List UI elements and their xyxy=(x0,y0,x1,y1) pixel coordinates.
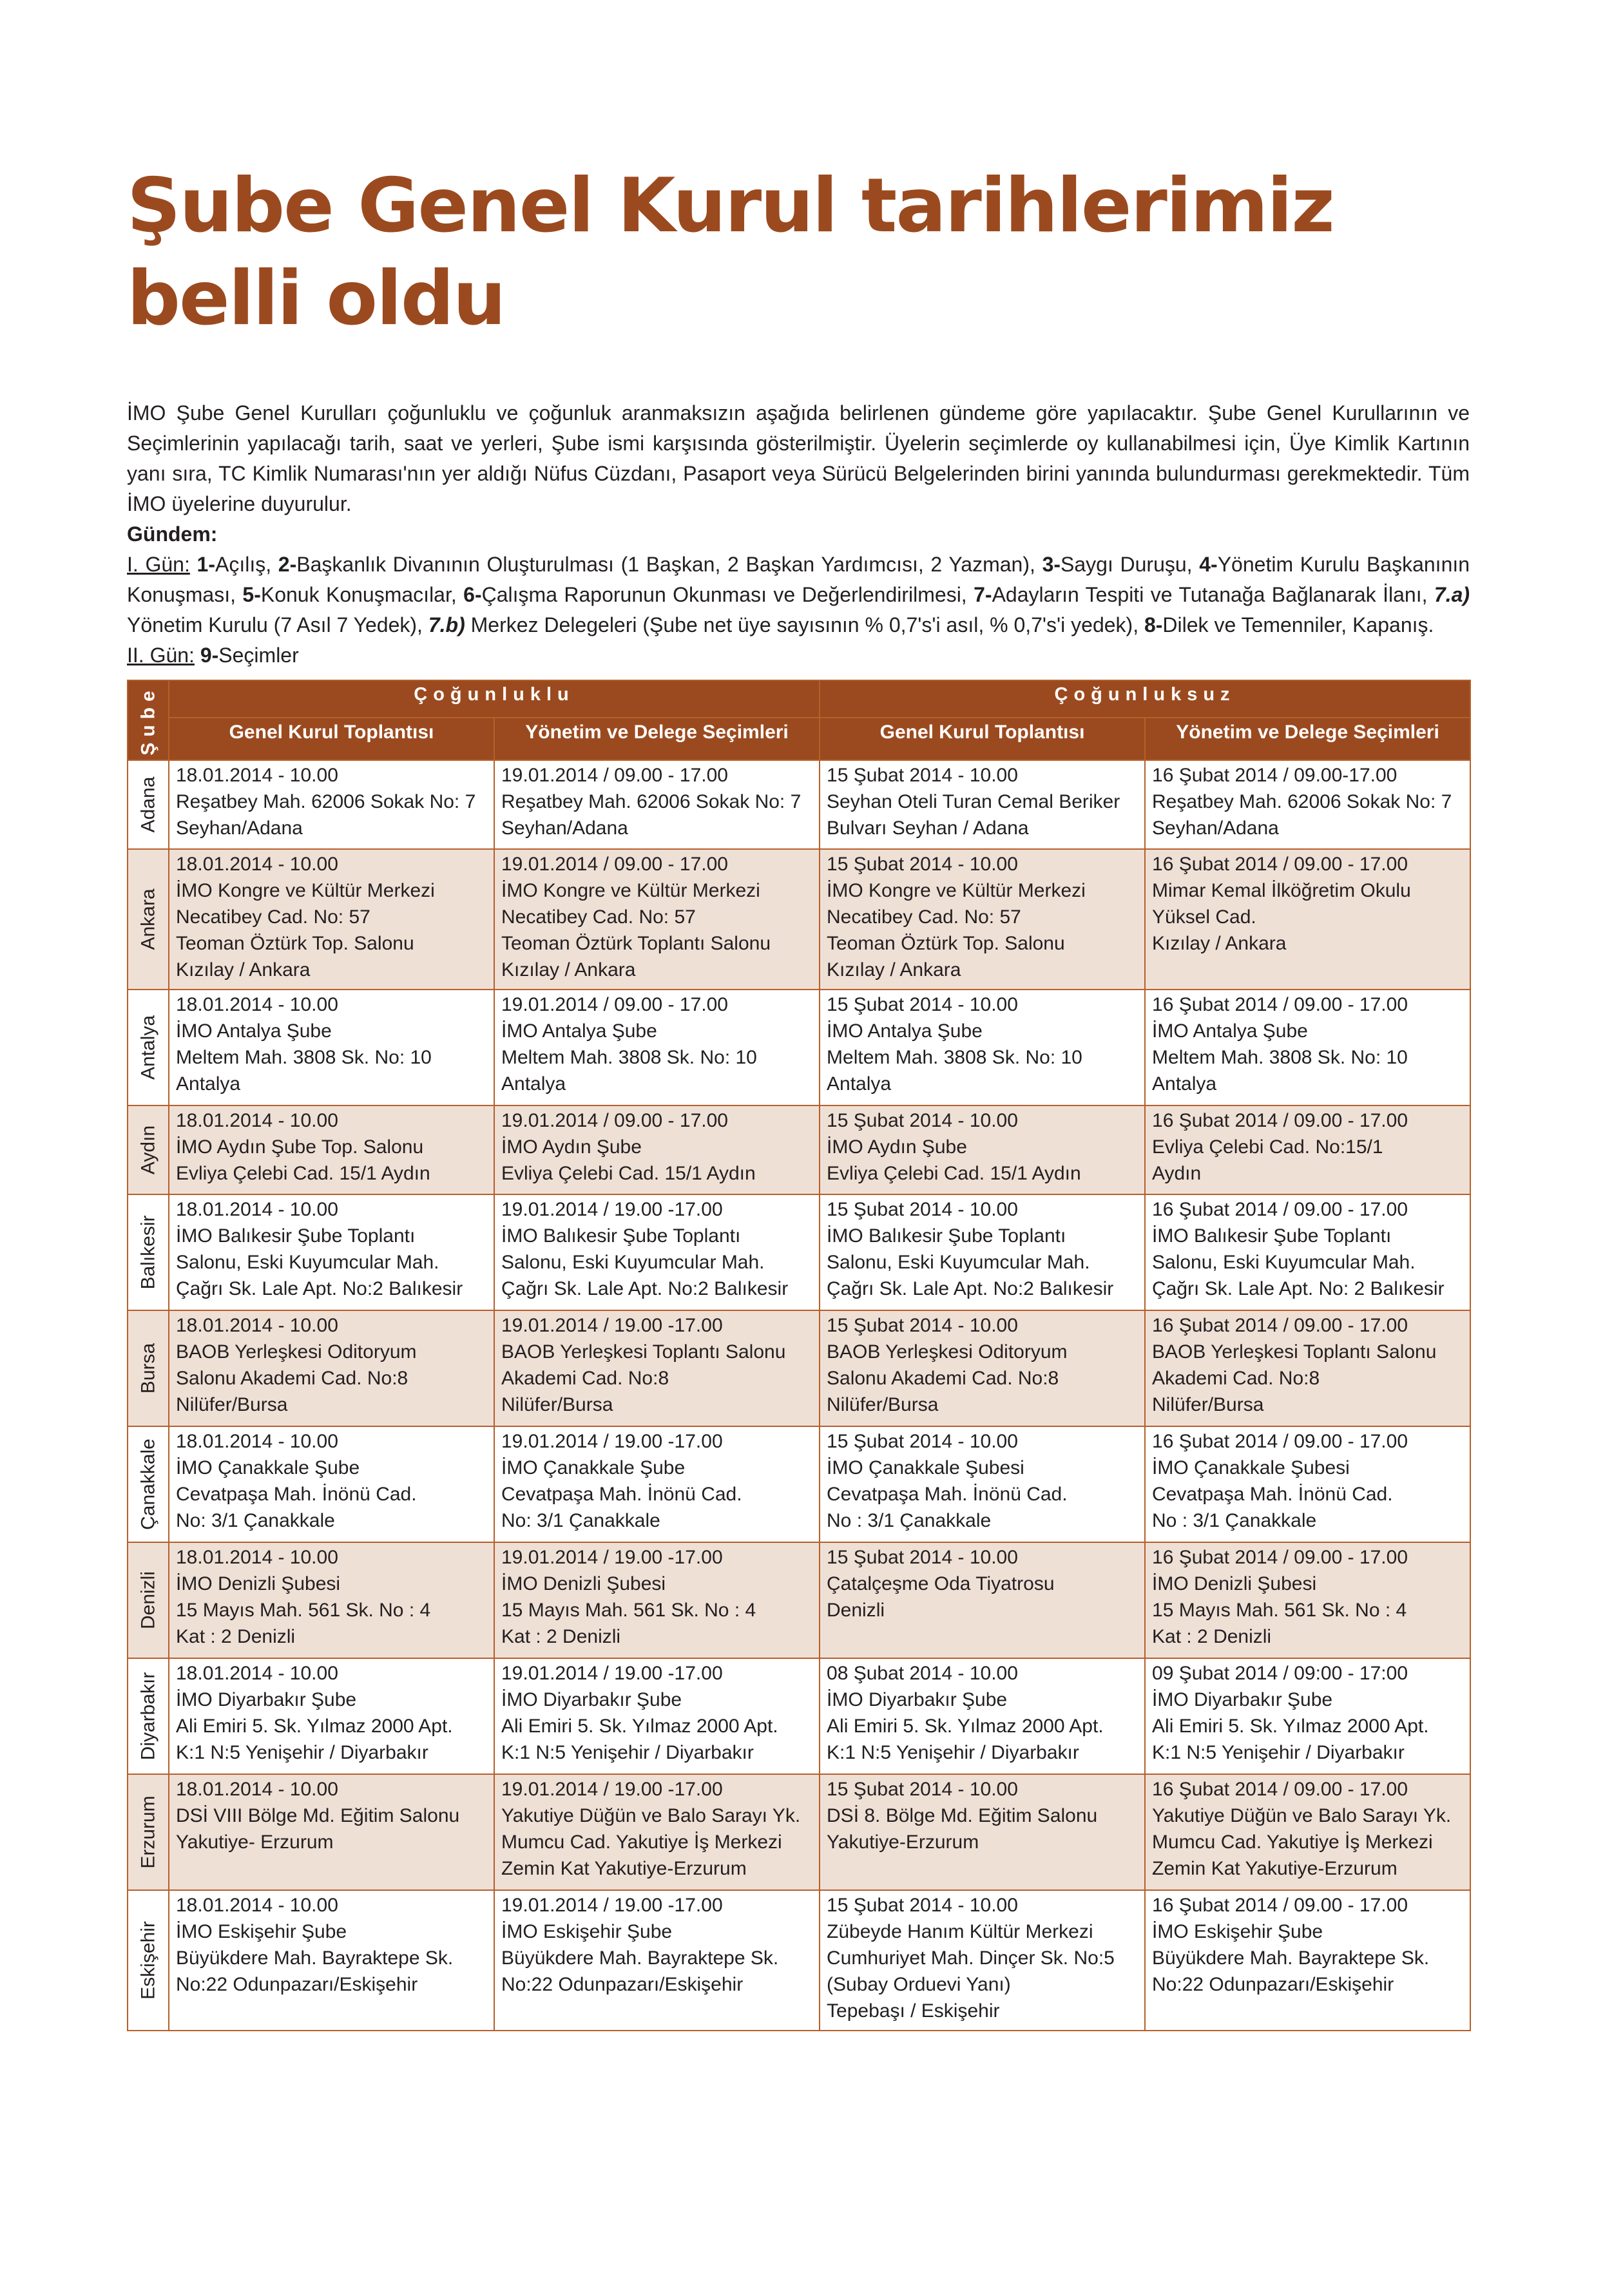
city-cell xyxy=(128,849,169,990)
city-cell xyxy=(128,1658,169,1774)
col-header-4: Yönetim ve Delege Seçimleri xyxy=(1145,718,1470,760)
table-row xyxy=(128,1194,1470,1310)
agenda-item-text: Dilek ve Temenniler, Kapanış. xyxy=(1162,613,1434,636)
schedule-cell-col-4: 16 Şubat 2014 / 09.00 - 17.00 BAOB Yerleşkesi Toplantı Salonu Akademi Cad. No:8 Nilüfer/Bursa xyxy=(1145,1310,1470,1426)
city-name: Bursa xyxy=(137,1343,159,1394)
agenda-day-2 xyxy=(127,640,1470,671)
schedule-cell-col-4: 09 Şubat 2014 / 09:00 - 17:00 İMO Diyarbakır Şube Ali Emiri 5. Sk. Yılmaz 2000 Apt. K:1 N:5 Yenişehir / Diyarbakır xyxy=(1145,1658,1470,1774)
col-header-2: Yönetim ve Delege Seçimleri xyxy=(494,718,820,760)
schedule-cell-col-3: 15 Şubat 2014 - 10.00 Çatalçeşme Oda Tiyatrosu Denizli xyxy=(820,1542,1145,1658)
city-name: Denizli xyxy=(137,1571,159,1630)
city-name: Aydın xyxy=(137,1125,159,1175)
schedule-cell-col-4: 16 Şubat 2014 / 09.00 - 17.00 İMO Eskişehir Şube Büyükdere Mah. Bayraktepe Sk. No:22 Odunpazarı/Eskişehir xyxy=(1145,1890,1470,2031)
schedule-cell-col-3: 08 Şubat 2014 - 10.00 İMO Diyarbakır Şube Ali Emiri 5. Sk. Yılmaz 2000 Apt. K:1 N:5 Yenişehir / Diyarbakır xyxy=(820,1658,1145,1774)
city-name: Erzurum xyxy=(137,1795,159,1869)
city-cell xyxy=(128,1426,169,1542)
article xyxy=(127,160,1470,2031)
city-cell xyxy=(128,1774,169,1890)
schedule-cell-col-2: 19.01.2014 / 09.00 - 17.00 İMO Aydın Şube Evliya Çelebi Cad. 15/1 Aydın xyxy=(494,1105,820,1194)
schedule-cell-col-3: 15 Şubat 2014 - 10.00 DSİ 8. Bölge Md. Eğitim Salonu Yakutiye-Erzurum xyxy=(820,1774,1145,1890)
schedule-cell-col-3: 15 Şubat 2014 - 10.00 İMO Kongre ve Kültür Merkezi Necatibey Cad. No: 57 Teoman Öztürk Top. Salonu Kızılay / Ankara xyxy=(820,849,1145,990)
schedule-cell-col-1: 18.01.2014 - 10.00 İMO Eskişehir Şube Büyükdere Mah. Bayraktepe Sk. No:22 Odunpazarı/Eskişehir xyxy=(169,1890,494,2031)
schedule-cell-col-4: 16 Şubat 2014 / 09.00-17.00 Reşatbey Mah. 62006 Sokak No: 7 Seyhan/Adana xyxy=(1145,760,1470,849)
city-name: Çanakkale xyxy=(137,1439,159,1530)
schedule-cell-col-2: 19.01.2014 / 09.00 - 17.00 İMO Kongre ve Kültür Merkezi Necatibey Cad. No: 57 Teoman Öztürk Toplantı Salonu Kızılay / Ankara xyxy=(494,849,820,990)
schedule-cell-col-3: 15 Şubat 2014 - 10.00 İMO Balıkesir Şube Toplantı Salonu, Eski Kuyumcular Mah. Çağrı Sk. Lale Apt. No:2 Balıkesir xyxy=(820,1194,1145,1310)
schedule-cell-col-1: 18.01.2014 - 10.00 İMO Diyarbakır Şube Ali Emiri 5. Sk. Yılmaz 2000 Apt. K:1 N:5 Yenişehir / Diyarbakır xyxy=(169,1658,494,1774)
schedule-cell-col-2: 19.01.2014 / 19.00 -17.00 İMO Denizli Şubesi 15 Mayıs Mah. 561 Sk. No : 4 Kat : 2 Denizli xyxy=(494,1542,820,1658)
schedule-cell-col-1: 18.01.2014 - 10.00 Reşatbey Mah. 62006 Sokak No: 7 Seyhan/Adana xyxy=(169,760,494,849)
table-row xyxy=(128,990,1470,1105)
table-row xyxy=(128,760,1470,849)
schedule-cell-col-3: 15 Şubat 2014 - 10.00 İMO Çanakkale Şubesi Cevatpaşa Mah. İnönü Cad. No : 3/1 Çanakkale xyxy=(820,1426,1145,1542)
schedule-cell-col-3: 15 Şubat 2014 - 10.00 BAOB Yerleşkesi Oditoryum Salonu Akademi Cad. No:8 Nilüfer/Bursa xyxy=(820,1310,1145,1426)
schedule-cell-col-2: 19.01.2014 / 19.00 -17.00 Yakutiye Düğün ve Balo Sarayı Yk. Mumcu Cad. Yakutiye İş Merkezi Zemin Kat Yakutiye-Erzurum xyxy=(494,1774,820,1890)
table-row xyxy=(128,1542,1470,1658)
table-row xyxy=(128,1426,1470,1542)
agenda-item-text: Konuk Konuşmacılar, xyxy=(260,583,464,606)
day-2-label: II. Gün: xyxy=(127,644,195,667)
agenda-item-text: Saygı Duruşu, xyxy=(1061,553,1200,576)
schedule-cell-col-4: 16 Şubat 2014 / 09.00 - 17.00 İMO Denizli Şubesi 15 Mayıs Mah. 561 Sk. No : 4 Kat : 2 Denizli xyxy=(1145,1542,1470,1658)
schedule-cell-col-1: 18.01.2014 - 10.00 İMO Balıkesir Şube Toplantı Salonu, Eski Kuyumcular Mah. Çağrı Sk. Lale Apt. No:2 Balıkesir xyxy=(169,1194,494,1310)
city-name: Adana xyxy=(137,776,159,833)
table-row xyxy=(128,1105,1470,1194)
schedule-cell-col-2: 19.01.2014 / 09.00 - 17.00 Reşatbey Mah. 62006 Sokak No: 7 Seyhan/Adana xyxy=(494,760,820,849)
city-name: Diyarbakır xyxy=(137,1672,159,1761)
schedule-cell-col-1: 18.01.2014 - 10.00 DSİ VIII Bölge Md. Eğitim Salonu Yakutiye- Erzurum xyxy=(169,1774,494,1890)
agenda-item-number: 8- xyxy=(1144,613,1163,636)
schedule-cell-col-1: 18.01.2014 - 10.00 İMO Denizli Şubesi 15 Mayıs Mah. 561 Sk. No : 4 Kat : 2 Denizli xyxy=(169,1542,494,1658)
city-cell xyxy=(128,1310,169,1426)
intro-block xyxy=(127,398,1470,671)
city-cell xyxy=(128,1105,169,1194)
table-row xyxy=(128,1658,1470,1774)
schedule-cell-col-1: 18.01.2014 - 10.00 İMO Antalya Şube Meltem Mah. 3808 Sk. No: 10 Antalya xyxy=(169,990,494,1105)
agenda-item-number: 6- xyxy=(463,583,482,606)
schedule-table xyxy=(127,680,1471,2031)
agenda-item-text: Açılış, xyxy=(215,553,278,576)
schedule-body xyxy=(128,760,1470,2031)
intro-paragraph: İMO Şube Genel Kurulları çoğunluklu ve çoğunluk aranmaksızın aşağıda belirlenen gündeme göre yapılacaktır. Şube Genel Kurullarının ve Seçimlerinin yapılacağı tarih, saat ve yerleri, Şube ismi karşısında gösterilmiştir. Üyelerin seçimlerde oy kullanabilmesi için, Üye Kimlik Kartının yanı sıra, TC Kimlik Numarası'nın yer aldığı Nüfus Cüzdanı, Pasaport veya Sürücü Belgelerinden birini yanında bulundurması gerekmektedir. Tüm İMO üyelerine duyurulur. xyxy=(127,401,1470,515)
title-line-2: belli oldu xyxy=(127,255,505,342)
city-cell xyxy=(128,760,169,849)
agenda-item-text: Yönetim Kurulu (7 Asıl 7 Yedek), xyxy=(127,613,428,636)
agenda-item-text: Yönetim Kurulu Başkanının Konuşması, xyxy=(127,553,1470,606)
schedule-cell-col-3: 15 Şubat 2014 - 10.00 Seyhan Oteli Turan Cemal Beriker Bulvarı Seyhan / Adana xyxy=(820,760,1145,849)
agenda-item-text: Çalışma Raporunun Okunması ve Değerlendirilmesi, xyxy=(481,583,974,606)
schedule-cell-col-2: 19.01.2014 / 19.00 -17.00 İMO Çanakkale Şube Cevatpaşa Mah. İnönü Cad. No: 3/1 Çanakkale xyxy=(494,1426,820,1542)
agenda-day-1 xyxy=(127,550,1470,640)
table-row xyxy=(128,1310,1470,1426)
agenda-item-number: 7.a) xyxy=(1434,583,1470,606)
agenda-item-number: 5- xyxy=(242,583,261,606)
city-name: Ankara xyxy=(137,888,159,950)
schedule-cell-col-2: 19.01.2014 / 19.00 -17.00 İMO Balıkesir Şube Toplantı Salonu, Eski Kuyumcular Mah. Çağrı Sk. Lale Apt. No:2 Balıkesir xyxy=(494,1194,820,1310)
day-2-item-number: 9- xyxy=(200,644,219,667)
schedule-cell-col-4: 16 Şubat 2014 / 09.00 - 17.00 Mimar Kemal İlköğretim Okulu Yüksel Cad. Kızılay / Ankara xyxy=(1145,849,1470,990)
city-cell xyxy=(128,1542,169,1658)
schedule-cell-col-3: 15 Şubat 2014 - 10.00 İMO Antalya Şube Meltem Mah. 3808 Sk. No: 10 Antalya xyxy=(820,990,1145,1105)
group-header-cogunluklu: Çoğunluklu xyxy=(169,680,820,718)
city-cell xyxy=(128,1194,169,1310)
agenda-item-number: 1- xyxy=(197,553,215,576)
schedule-cell-col-2: 19.01.2014 / 09.00 - 17.00 İMO Antalya Şube Meltem Mah. 3808 Sk. No: 10 Antalya xyxy=(494,990,820,1105)
agenda-item-number: 4- xyxy=(1199,553,1218,576)
title-line-1: Şube Genel Kurul tarihlerimiz xyxy=(127,162,1334,249)
agenda-item-text: Merkez Delegeleri (Şube net üye sayısının % 0,7's'i asıl, % 0,7's'i yedek), xyxy=(465,613,1144,636)
agenda-item-text: Adayların Tespiti ve Tutanağa Bağlanarak İlanı, xyxy=(992,583,1434,606)
city-cell xyxy=(128,1890,169,2031)
schedule-cell-col-4: 16 Şubat 2014 / 09.00 - 17.00 İMO Balıkesir Şube Toplantı Salonu, Eski Kuyumcular Mah. Çağrı Sk. Lale Apt. No: 2 Balıkesir xyxy=(1145,1194,1470,1310)
schedule-cell-col-4: 16 Şubat 2014 / 09.00 - 17.00 İMO Antalya Şube Meltem Mah. 3808 Sk. No: 10 Antalya xyxy=(1145,990,1470,1105)
agenda-item-number: 7.b) xyxy=(428,613,465,636)
schedule-cell-col-4: 16 Şubat 2014 / 09.00 - 17.00 Evliya Çelebi Cad. No:15/1 Aydın xyxy=(1145,1105,1470,1194)
day-1-items xyxy=(127,553,1470,636)
schedule-cell-col-3: 15 Şubat 2014 - 10.00 Zübeyde Hanım Kültür Merkezi Cumhuriyet Mah. Dinçer Sk. No:5 (Subay Orduevi Yanı) Tepebaşı / Eskişehir xyxy=(820,1890,1145,2031)
col-header-1: Genel Kurul Toplantısı xyxy=(169,718,494,760)
sube-column-header: Şube xyxy=(128,680,169,760)
schedule-cell-col-4: 16 Şubat 2014 / 09.00 - 17.00 Yakutiye Düğün ve Balo Sarayı Yk. Mumcu Cad. Yakutiye İş Merkezi Zemin Kat Yakutiye-Erzurum xyxy=(1145,1774,1470,1890)
schedule-cell-col-2: 19.01.2014 / 19.00 -17.00 İMO Diyarbakır Şube Ali Emiri 5. Sk. Yılmaz 2000 Apt. K:1 N:5 Yenişehir / Diyarbakır xyxy=(494,1658,820,1774)
schedule-cell-col-3: 15 Şubat 2014 - 10.00 İMO Aydın Şube Evliya Çelebi Cad. 15/1 Aydın xyxy=(820,1105,1145,1194)
agenda-item-number: 7- xyxy=(974,583,992,606)
col-header-3: Genel Kurul Toplantısı xyxy=(820,718,1145,760)
schedule-cell-col-1: 18.01.2014 - 10.00 İMO Aydın Şube Top. Salonu Evliya Çelebi Cad. 15/1 Aydın xyxy=(169,1105,494,1194)
agenda-item-number: 3- xyxy=(1042,553,1061,576)
schedule-cell-col-1: 18.01.2014 - 10.00 BAOB Yerleşkesi Oditoryum Salonu Akademi Cad. No:8 Nilüfer/Bursa xyxy=(169,1310,494,1426)
table-row xyxy=(128,1890,1470,2031)
schedule-cell-col-1: 18.01.2014 - 10.00 İMO Kongre ve Kültür Merkezi Necatibey Cad. No: 57 Teoman Öztürk Top. Salonu Kızılay / Ankara xyxy=(169,849,494,990)
city-name: Antalya xyxy=(137,1015,159,1080)
group-header-cogunluksuz: Çoğunluksuz xyxy=(820,680,1470,718)
day-1-label: I. Gün: xyxy=(127,553,190,576)
day-2-item-text: Seçimler xyxy=(218,644,299,667)
page-title xyxy=(127,160,1470,345)
table-row xyxy=(128,849,1470,990)
agenda-heading: Gündem: xyxy=(127,522,218,546)
agenda-item-number: 2- xyxy=(278,553,297,576)
city-name: Eskişehir xyxy=(137,1921,159,2000)
table-row xyxy=(128,1774,1470,1890)
schedule-cell-col-2: 19.01.2014 / 19.00 -17.00 BAOB Yerleşkesi Toplantı Salonu Akademi Cad. No:8 Nilüfer/Bursa xyxy=(494,1310,820,1426)
city-cell xyxy=(128,990,169,1105)
agenda-item-text: Başkanlık Divanının Oluşturulması (1 Başkan, 2 Başkan Yardımcısı, 2 Yazman), xyxy=(296,553,1042,576)
schedule-cell-col-2: 19.01.2014 / 19.00 -17.00 İMO Eskişehir Şube Büyükdere Mah. Bayraktepe Sk. No:22 Odunpazarı/Eskişehir xyxy=(494,1890,820,2031)
schedule-cell-col-1: 18.01.2014 - 10.00 İMO Çanakkale Şube Cevatpaşa Mah. İnönü Cad. No: 3/1 Çanakkale xyxy=(169,1426,494,1542)
schedule-cell-col-4: 16 Şubat 2014 / 09.00 - 17.00 İMO Çanakkale Şubesi Cevatpaşa Mah. İnönü Cad. No : 3/1 Çanakkale xyxy=(1145,1426,1470,1542)
city-name: Balıkesir xyxy=(137,1215,159,1290)
